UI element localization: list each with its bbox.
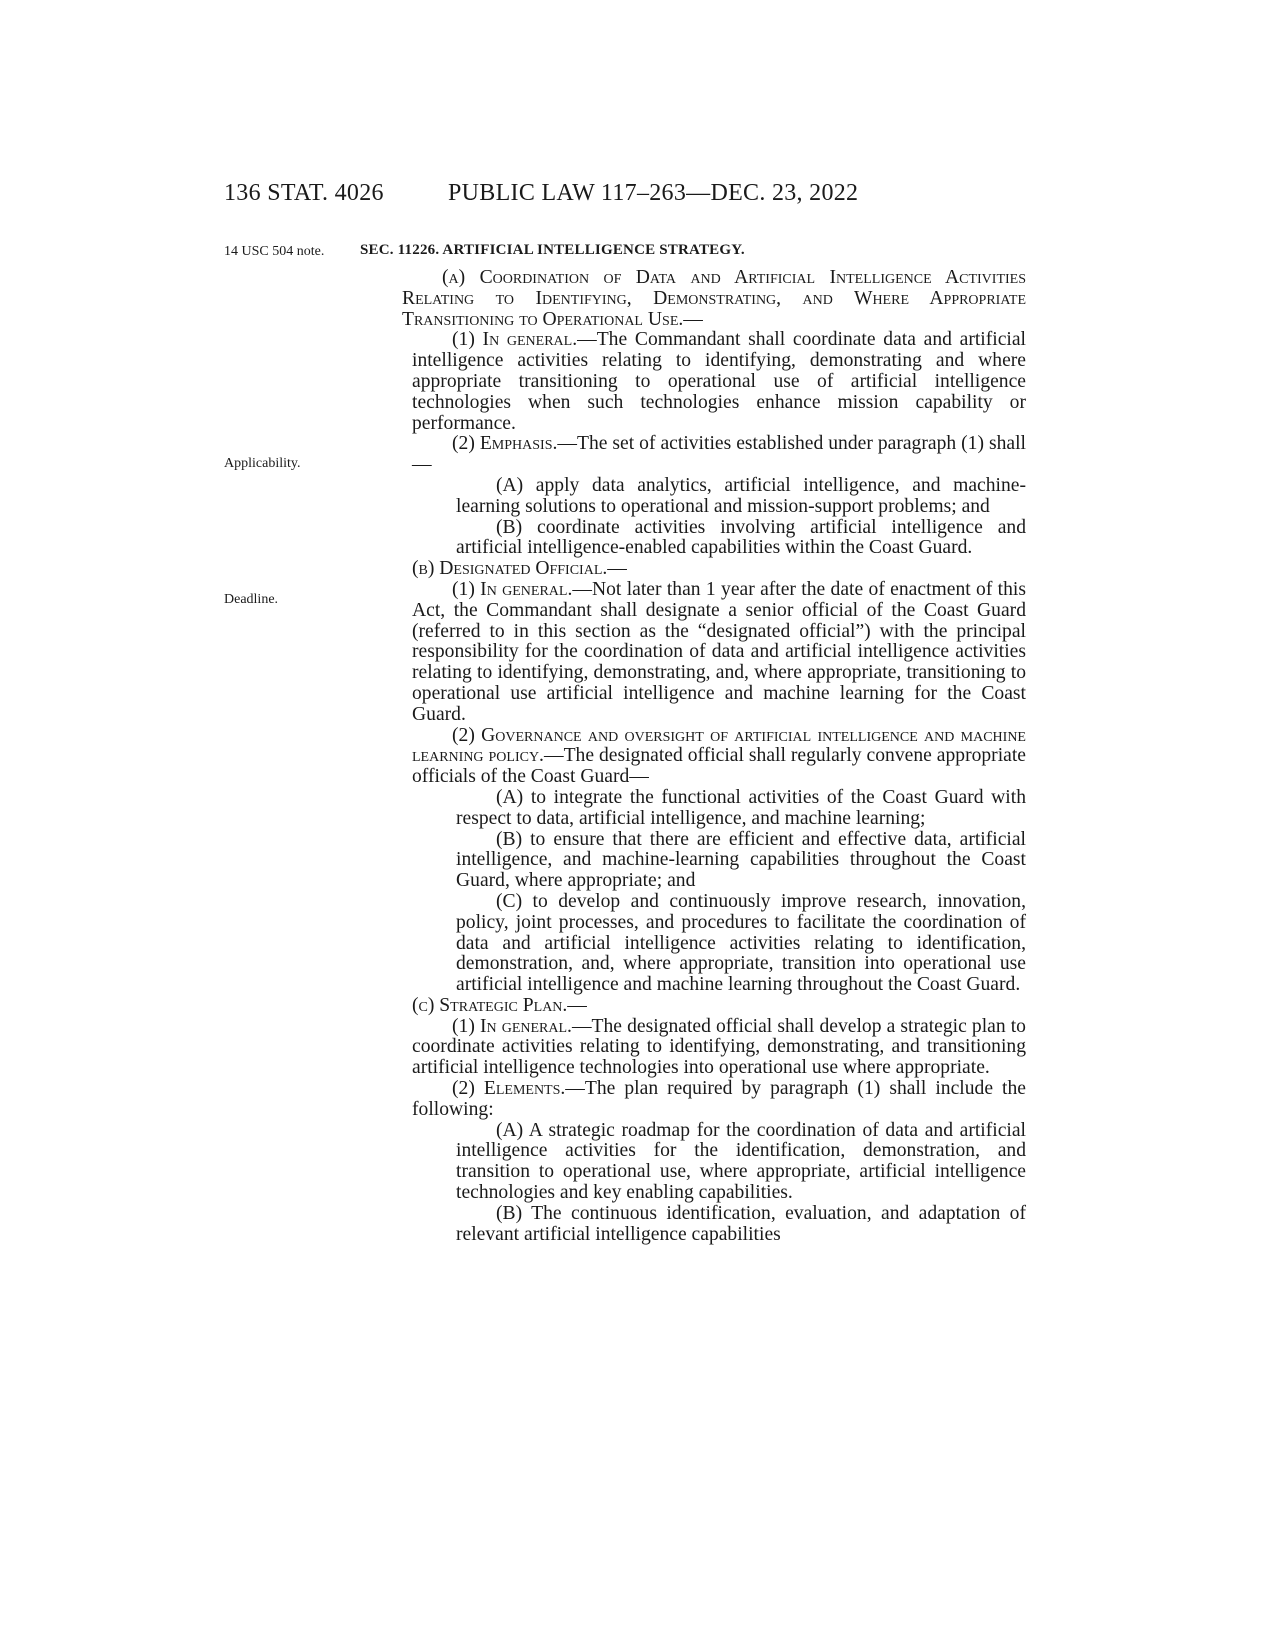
- paragraph-b1-label: (1) In general.: [452, 578, 573, 600]
- subsection-a-heading-text: (a) Coordination of Data and Artificial Intelligence Activities Relating to Identifying, Demonstrating, and Where Appropriate Transitioning to Operational Use.—: [402, 267, 1026, 330]
- paragraph-c1-text: —The designated official shall develop a strategic plan to coordinate activities relating to identifying, demonstrating, and transitioning artificial intelligence technologies into operational use where appropriate.: [412, 1015, 1026, 1079]
- margin-note-usc: 14 USC 504 note.: [224, 244, 325, 259]
- paragraph-b2: [412, 726, 1026, 788]
- public-law-header: PUBLIC LAW 117–263—DEC. 23, 2022: [448, 180, 859, 206]
- subsection-c-heading: [412, 996, 1026, 1017]
- paragraph-b1-text: —Not later than 1 year after the date of enactment of this Act, the Commandant shall designate a senior official of the Coast Guard (referred to in this section as the “designated official”) with the principal responsibility for the coordination of data and artificial intelligence activities relating to identifying, demonstrating, and, where appropriate, transitioning to operational use artificial intelligence and machine learning for the Coast Guard.: [412, 578, 1026, 725]
- paragraph-a1-text: —The Commandant shall coordinate data and artificial intelligence activities relating to identifying, demonstrating and where appropriate transitioning to operational use of artificial intelligence technologies when such technologies enhance mission capability or performance.: [412, 329, 1026, 434]
- margin-note-deadline: Deadline.: [224, 592, 279, 607]
- section-title: SEC. 11226. ARTIFICIAL INTELLIGENCE STRATEGY.: [360, 242, 745, 258]
- subsection-b-heading-text: (b) Designated Official.—: [412, 558, 627, 580]
- paragraph-c2: [412, 1079, 1026, 1121]
- paragraph-b2-text: —The designated official shall regularly convene appropriate officials of the Coast Guard—: [412, 745, 1026, 788]
- margin-note-applicability: Applicability.: [224, 456, 301, 471]
- paragraph-b1: [412, 580, 1026, 726]
- subsection-a-heading: [402, 268, 1026, 330]
- paragraph-c2-text: —The plan required by paragraph (1) shall include the following:: [412, 1078, 1026, 1120]
- paragraph-c2-label: (2) Elements.: [452, 1078, 566, 1100]
- subsection-b-heading: [412, 559, 1026, 580]
- paragraph-c1-label: (1) In general.: [452, 1015, 572, 1037]
- paragraph-a2B: (B) coordinate activities involving artificial intelligence and artificial intelligence-enabled capabilities within the Coast Guard.: [456, 516, 1026, 559]
- subsection-c-heading-text: (c) Strategic Plan.—: [412, 994, 587, 1016]
- paragraph-c1: [412, 1017, 1026, 1079]
- statute-page-number: 136 STAT. 4026: [224, 180, 384, 206]
- paragraph-a2A: (A) apply data analytics, artificial intelligence, and machine-learning solutions to operational and mission-support problems; and: [456, 474, 1026, 517]
- paragraph-b2-label: (2) Governance and oversight of artificial intelligence and machine learning policy.: [412, 724, 1026, 767]
- paragraph-b2B: (B) to ensure that there are efficient and effective data, artificial intelligence, and machine-learning capabilities throughout the Coast Guard, where appropriate; and: [456, 828, 1026, 892]
- paragraph-c2B: (B) The continuous identification, evaluation, and adaptation of relevant artificial intelligence capabilities: [456, 1202, 1026, 1245]
- paragraph-b2C: (C) to develop and continuously improve research, innovation, policy, joint processes, and procedures to facilitate the coordination of data and artificial intelligence activities relating to identification, demonstration, and, where appropriate, transition into operational use artificial intelligence and machine learning throughout the Coast Guard.: [456, 890, 1026, 996]
- paragraph-a2-label: (2) Emphasis.: [452, 433, 558, 455]
- paragraph-b2A: (A) to integrate the functional activities of the Coast Guard with respect to data, artificial intelligence, and machine learning;: [456, 786, 1026, 829]
- paragraph-c2A: (A) A strategic roadmap for the coordination of data and artificial intelligence activities for the identification, demonstration, and transition to operational use, where appropriate, artificial intelligence technologies and key enabling capabilities.: [456, 1119, 1026, 1204]
- section-body: [402, 267, 1026, 1245]
- paragraph-a2: [412, 434, 1026, 476]
- paragraph-a1: [412, 330, 1026, 434]
- paragraph-a2-text: —The set of activities established under paragraph (1) shall—: [412, 433, 1026, 476]
- paragraph-a1-label: (1) In general.: [452, 329, 578, 351]
